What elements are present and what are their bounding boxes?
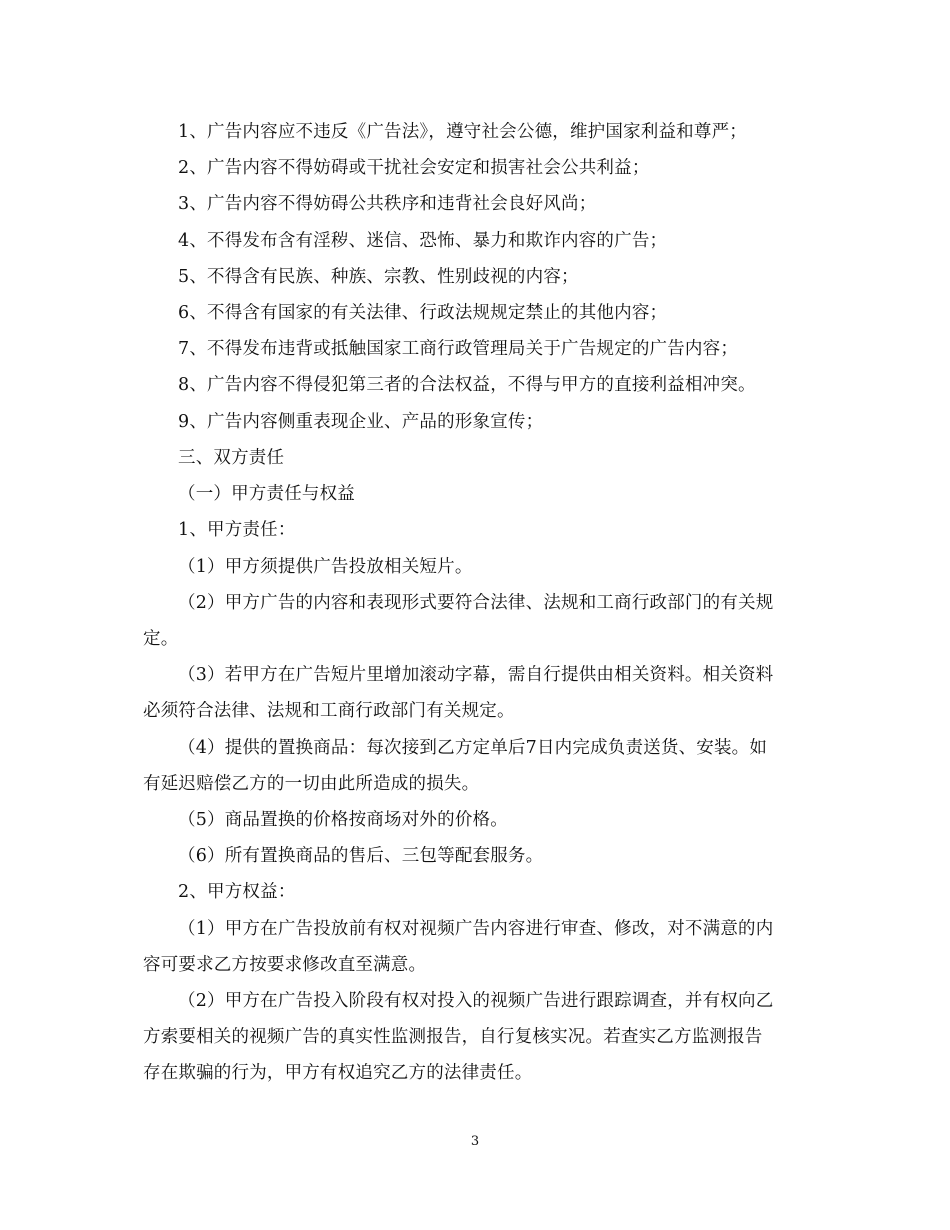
clause-6: 6、不得含有国家的有关法律、行政法规规定禁止的其他内容； <box>178 303 668 323</box>
clause-1: 1、广告内容应不违反《广告法》，遵守社会公德，维护国家利益和尊严； <box>178 122 747 142</box>
party-a-duties-heading: 1、甲方责任： <box>178 520 296 540</box>
duty-item-1: （1）甲方须提供广告投放相关短片。 <box>178 557 473 577</box>
duty-item-4-continued: 有延迟赔偿乙方的一切由此所造成的损失。 <box>143 774 480 794</box>
rights-item-2-continued: 方索要相关的视频广告的真实性监测报告，自行复核实况。若查实乙方监测报告 <box>143 1027 763 1047</box>
clause-3: 3、广告内容不得妨碍公共秩序和违背社会良好风尚； <box>178 194 597 214</box>
party-a-rights-heading: 2、甲方权益： <box>178 882 296 902</box>
clause-4: 4、不得发布含有淫秽、迷信、恐怖、暴力和欺诈内容的广告； <box>178 231 668 251</box>
subsection-heading: （一）甲方责任与权益 <box>178 484 355 504</box>
duty-item-6: （6）所有置换商品的售后、三包等配套服务。 <box>178 846 544 866</box>
rights-item-1-continued: 容可要求乙方按要求修改直至满意。 <box>143 955 427 975</box>
duty-item-2-continued: 定。 <box>143 629 179 649</box>
rights-item-1: （1）甲方在广告投放前有权对视频广告内容进行审查、修改，对不满意的内 <box>178 919 774 939</box>
page-number: 3 <box>470 1134 480 1149</box>
clause-7: 7、不得发布违背或抵触国家工商行政管理局关于广告规定的广告内容； <box>178 339 739 359</box>
rights-item-2: （2）甲方在广告投入阶段有权对投入的视频广告进行跟踪调查，并有权向乙 <box>178 991 774 1011</box>
rights-item-2-continued-2: 存在欺骗的行为，甲方有权追究乙方的法律责任。 <box>143 1063 533 1083</box>
duty-item-3-continued: 必须符合法律、法规和工商行政部门有关规定。 <box>143 701 515 721</box>
duty-item-5: （5）商品置换的价格按商场对外的价格。 <box>178 810 508 830</box>
section-heading: 三、双方责任 <box>178 448 285 468</box>
clause-9: 9、广告内容侧重表现企业、产品的形象宣传； <box>178 412 544 432</box>
duty-item-2: （2）甲方广告的内容和表现形式要符合法律、法规和工商行政部门的有关规 <box>178 593 774 613</box>
clause-8: 8、广告内容不得侵犯第三者的合法权益，不得与甲方的直接利益相冲突。 <box>178 375 756 395</box>
duty-item-3: （3）若甲方在广告短片里增加滚动字幕，需自行提供由相关资料。相关资料 <box>178 665 774 685</box>
clause-5: 5、不得含有民族、种族、宗教、性别歧视的内容； <box>178 267 579 287</box>
duty-item-4: （4）提供的置换商品：每次接到乙方定单后7日内完成负责送货、安装。如 <box>178 738 768 758</box>
clause-2: 2、广告内容不得妨碍或干扰社会安定和损害社会公共利益； <box>178 158 650 178</box>
